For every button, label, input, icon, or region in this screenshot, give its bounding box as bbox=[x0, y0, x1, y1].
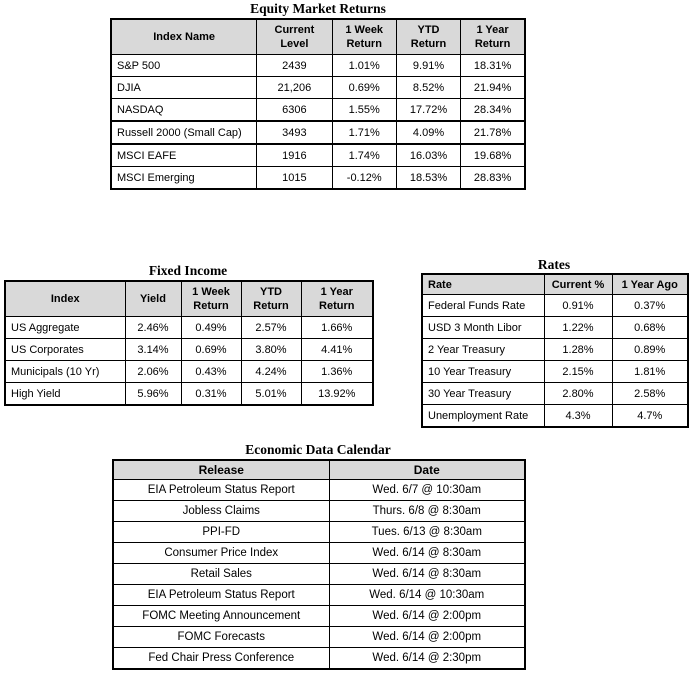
current-rate-cell: 1.22% bbox=[544, 317, 612, 339]
column-header: Release bbox=[113, 460, 329, 480]
rates-section bbox=[421, 257, 687, 428]
column-header: YTD Return bbox=[396, 19, 460, 55]
index-name-cell: MSCI EAFE bbox=[111, 144, 257, 167]
week-return-cell: 1.71% bbox=[332, 121, 396, 144]
index-name-cell: Russell 2000 (Small Cap) bbox=[111, 121, 257, 144]
year-return-cell: 21.94% bbox=[461, 77, 525, 99]
fixed-income-section bbox=[4, 262, 372, 406]
year-ago-cell: 0.37% bbox=[612, 295, 688, 317]
date-cell: Wed. 6/7 @ 10:30am bbox=[329, 480, 525, 501]
index-name-cell: S&P 500 bbox=[111, 55, 257, 77]
column-header: 1 Year Return bbox=[461, 19, 525, 55]
economic-header-row bbox=[113, 460, 525, 480]
table-row bbox=[113, 543, 525, 564]
current-level-cell: 21,206 bbox=[257, 77, 332, 99]
ytd-return-cell: 17.72% bbox=[396, 99, 460, 122]
column-header: 1 Week Return bbox=[332, 19, 396, 55]
table-row bbox=[422, 339, 688, 361]
release-cell: FOMC Meeting Announcement bbox=[113, 606, 329, 627]
column-header: 1 Week Return bbox=[181, 281, 241, 317]
equity-table bbox=[110, 18, 526, 190]
ytd-return-cell: 4.09% bbox=[396, 121, 460, 144]
index-name-cell: NASDAQ bbox=[111, 99, 257, 122]
current-rate-cell: 1.28% bbox=[544, 339, 612, 361]
year-ago-cell: 2.58% bbox=[612, 383, 688, 405]
index-cell: US Corporates bbox=[5, 339, 125, 361]
year-return-cell: 4.41% bbox=[301, 339, 373, 361]
table-row bbox=[113, 501, 525, 522]
week-return-cell: 0.31% bbox=[181, 383, 241, 406]
release-cell: Consumer Price Index bbox=[113, 543, 329, 564]
year-return-cell: 28.83% bbox=[461, 167, 525, 190]
year-return-cell: 18.31% bbox=[461, 55, 525, 77]
year-ago-cell: 0.89% bbox=[612, 339, 688, 361]
release-cell: Jobless Claims bbox=[113, 501, 329, 522]
table-row bbox=[422, 361, 688, 383]
ytd-return-cell: 8.52% bbox=[396, 77, 460, 99]
week-return-cell: 1.74% bbox=[332, 144, 396, 167]
current-level-cell: 1015 bbox=[257, 167, 332, 190]
date-cell: Wed. 6/14 @ 2:30pm bbox=[329, 648, 525, 670]
table-row bbox=[113, 627, 525, 648]
table-row bbox=[5, 361, 373, 383]
current-rate-cell: 2.80% bbox=[544, 383, 612, 405]
date-cell: Wed. 6/14 @ 10:30am bbox=[329, 585, 525, 606]
release-cell: FOMC Forecasts bbox=[113, 627, 329, 648]
current-level-cell: 6306 bbox=[257, 99, 332, 122]
current-level-cell: 1916 bbox=[257, 144, 332, 167]
index-cell: High Yield bbox=[5, 383, 125, 406]
fixed-income-title: Fixed Income bbox=[148, 263, 228, 278]
table-row bbox=[113, 585, 525, 606]
table-row bbox=[113, 648, 525, 670]
equity-market-returns-section bbox=[110, 0, 526, 190]
year-return-cell: 21.78% bbox=[461, 121, 525, 144]
table-row bbox=[422, 317, 688, 339]
rate-name-cell: 30 Year Treasury bbox=[422, 383, 544, 405]
year-return-cell: 28.34% bbox=[461, 99, 525, 122]
economic-calendar-table bbox=[112, 459, 526, 670]
table-row bbox=[422, 405, 688, 428]
current-rate-cell: 2.15% bbox=[544, 361, 612, 383]
index-name-cell: MSCI Emerging bbox=[111, 167, 257, 190]
column-header: Yield bbox=[125, 281, 181, 317]
date-cell: Tues. 6/13 @ 8:30am bbox=[329, 522, 525, 543]
yield-cell: 2.06% bbox=[125, 361, 181, 383]
economic-calendar-title: Economic Data Calendar bbox=[245, 442, 391, 457]
table-row bbox=[111, 144, 525, 167]
rates-table bbox=[421, 273, 689, 428]
table-row bbox=[422, 383, 688, 405]
column-header: Current Level bbox=[257, 19, 332, 55]
table-row bbox=[111, 55, 525, 77]
fixed-income-table bbox=[4, 280, 374, 406]
table-row bbox=[111, 77, 525, 99]
release-cell: EIA Petroleum Status Report bbox=[113, 585, 329, 606]
yield-cell: 2.46% bbox=[125, 317, 181, 339]
table-row bbox=[422, 295, 688, 317]
table-row bbox=[5, 339, 373, 361]
year-return-cell: 13.92% bbox=[301, 383, 373, 406]
table-row bbox=[113, 480, 525, 501]
date-cell: Wed. 6/14 @ 8:30am bbox=[329, 543, 525, 564]
table-row bbox=[5, 383, 373, 406]
current-level-cell: 2439 bbox=[257, 55, 332, 77]
rate-name-cell: Unemployment Rate bbox=[422, 405, 544, 428]
table-row bbox=[5, 317, 373, 339]
year-return-cell: 19.68% bbox=[461, 144, 525, 167]
rate-name-cell: 10 Year Treasury bbox=[422, 361, 544, 383]
week-return-cell: 0.49% bbox=[181, 317, 241, 339]
week-return-cell: 1.55% bbox=[332, 99, 396, 122]
ytd-return-cell: 16.03% bbox=[396, 144, 460, 167]
date-cell: Thurs. 6/8 @ 8:30am bbox=[329, 501, 525, 522]
rate-name-cell: 2 Year Treasury bbox=[422, 339, 544, 361]
table-row bbox=[113, 564, 525, 585]
week-return-cell: 0.69% bbox=[181, 339, 241, 361]
table-row bbox=[111, 167, 525, 190]
column-header: Rate bbox=[422, 274, 544, 295]
current-rate-cell: 4.3% bbox=[544, 405, 612, 428]
release-cell: Fed Chair Press Conference bbox=[113, 648, 329, 670]
current-rate-cell: 0.91% bbox=[544, 295, 612, 317]
date-cell: Wed. 6/14 @ 8:30am bbox=[329, 564, 525, 585]
ytd-return-cell: 9.91% bbox=[396, 55, 460, 77]
table-row bbox=[111, 121, 525, 144]
rate-name-cell: Federal Funds Rate bbox=[422, 295, 544, 317]
release-cell: PPI-FD bbox=[113, 522, 329, 543]
current-level-cell: 3493 bbox=[257, 121, 332, 144]
column-header: 1 Year Return bbox=[301, 281, 373, 317]
index-cell: US Aggregate bbox=[5, 317, 125, 339]
table-row bbox=[113, 522, 525, 543]
week-return-cell: 1.01% bbox=[332, 55, 396, 77]
equity-title: Equity Market Returns bbox=[250, 1, 386, 16]
column-header: 1 Year Ago bbox=[612, 274, 688, 295]
release-cell: EIA Petroleum Status Report bbox=[113, 480, 329, 501]
column-header: Index bbox=[5, 281, 125, 317]
week-return-cell: 0.69% bbox=[332, 77, 396, 99]
yield-cell: 5.96% bbox=[125, 383, 181, 406]
yield-cell: 3.14% bbox=[125, 339, 181, 361]
fixed-income-header-row bbox=[5, 281, 373, 317]
table-row bbox=[113, 606, 525, 627]
week-return-cell: -0.12% bbox=[332, 167, 396, 190]
ytd-return-cell: 2.57% bbox=[241, 317, 301, 339]
year-ago-cell: 4.7% bbox=[612, 405, 688, 428]
date-cell: Wed. 6/14 @ 2:00pm bbox=[329, 606, 525, 627]
year-ago-cell: 1.81% bbox=[612, 361, 688, 383]
ytd-return-cell: 3.80% bbox=[241, 339, 301, 361]
year-return-cell: 1.36% bbox=[301, 361, 373, 383]
table-row bbox=[111, 99, 525, 122]
ytd-return-cell: 18.53% bbox=[396, 167, 460, 190]
release-cell: Retail Sales bbox=[113, 564, 329, 585]
ytd-return-cell: 4.24% bbox=[241, 361, 301, 383]
ytd-return-cell: 5.01% bbox=[241, 383, 301, 406]
rate-name-cell: USD 3 Month Libor bbox=[422, 317, 544, 339]
week-return-cell: 0.43% bbox=[181, 361, 241, 383]
column-header: Index Name bbox=[111, 19, 257, 55]
year-ago-cell: 0.68% bbox=[612, 317, 688, 339]
economic-data-calendar-section bbox=[112, 441, 524, 670]
column-header: Date bbox=[329, 460, 525, 480]
column-header: Current % bbox=[544, 274, 612, 295]
index-name-cell: DJIA bbox=[111, 77, 257, 99]
date-cell: Wed. 6/14 @ 2:00pm bbox=[329, 627, 525, 648]
index-cell: Municipals (10 Yr) bbox=[5, 361, 125, 383]
rates-header-row bbox=[422, 274, 688, 295]
year-return-cell: 1.66% bbox=[301, 317, 373, 339]
equity-header-row bbox=[111, 19, 525, 55]
column-header: YTD Return bbox=[241, 281, 301, 317]
rates-title: Rates bbox=[537, 257, 571, 272]
